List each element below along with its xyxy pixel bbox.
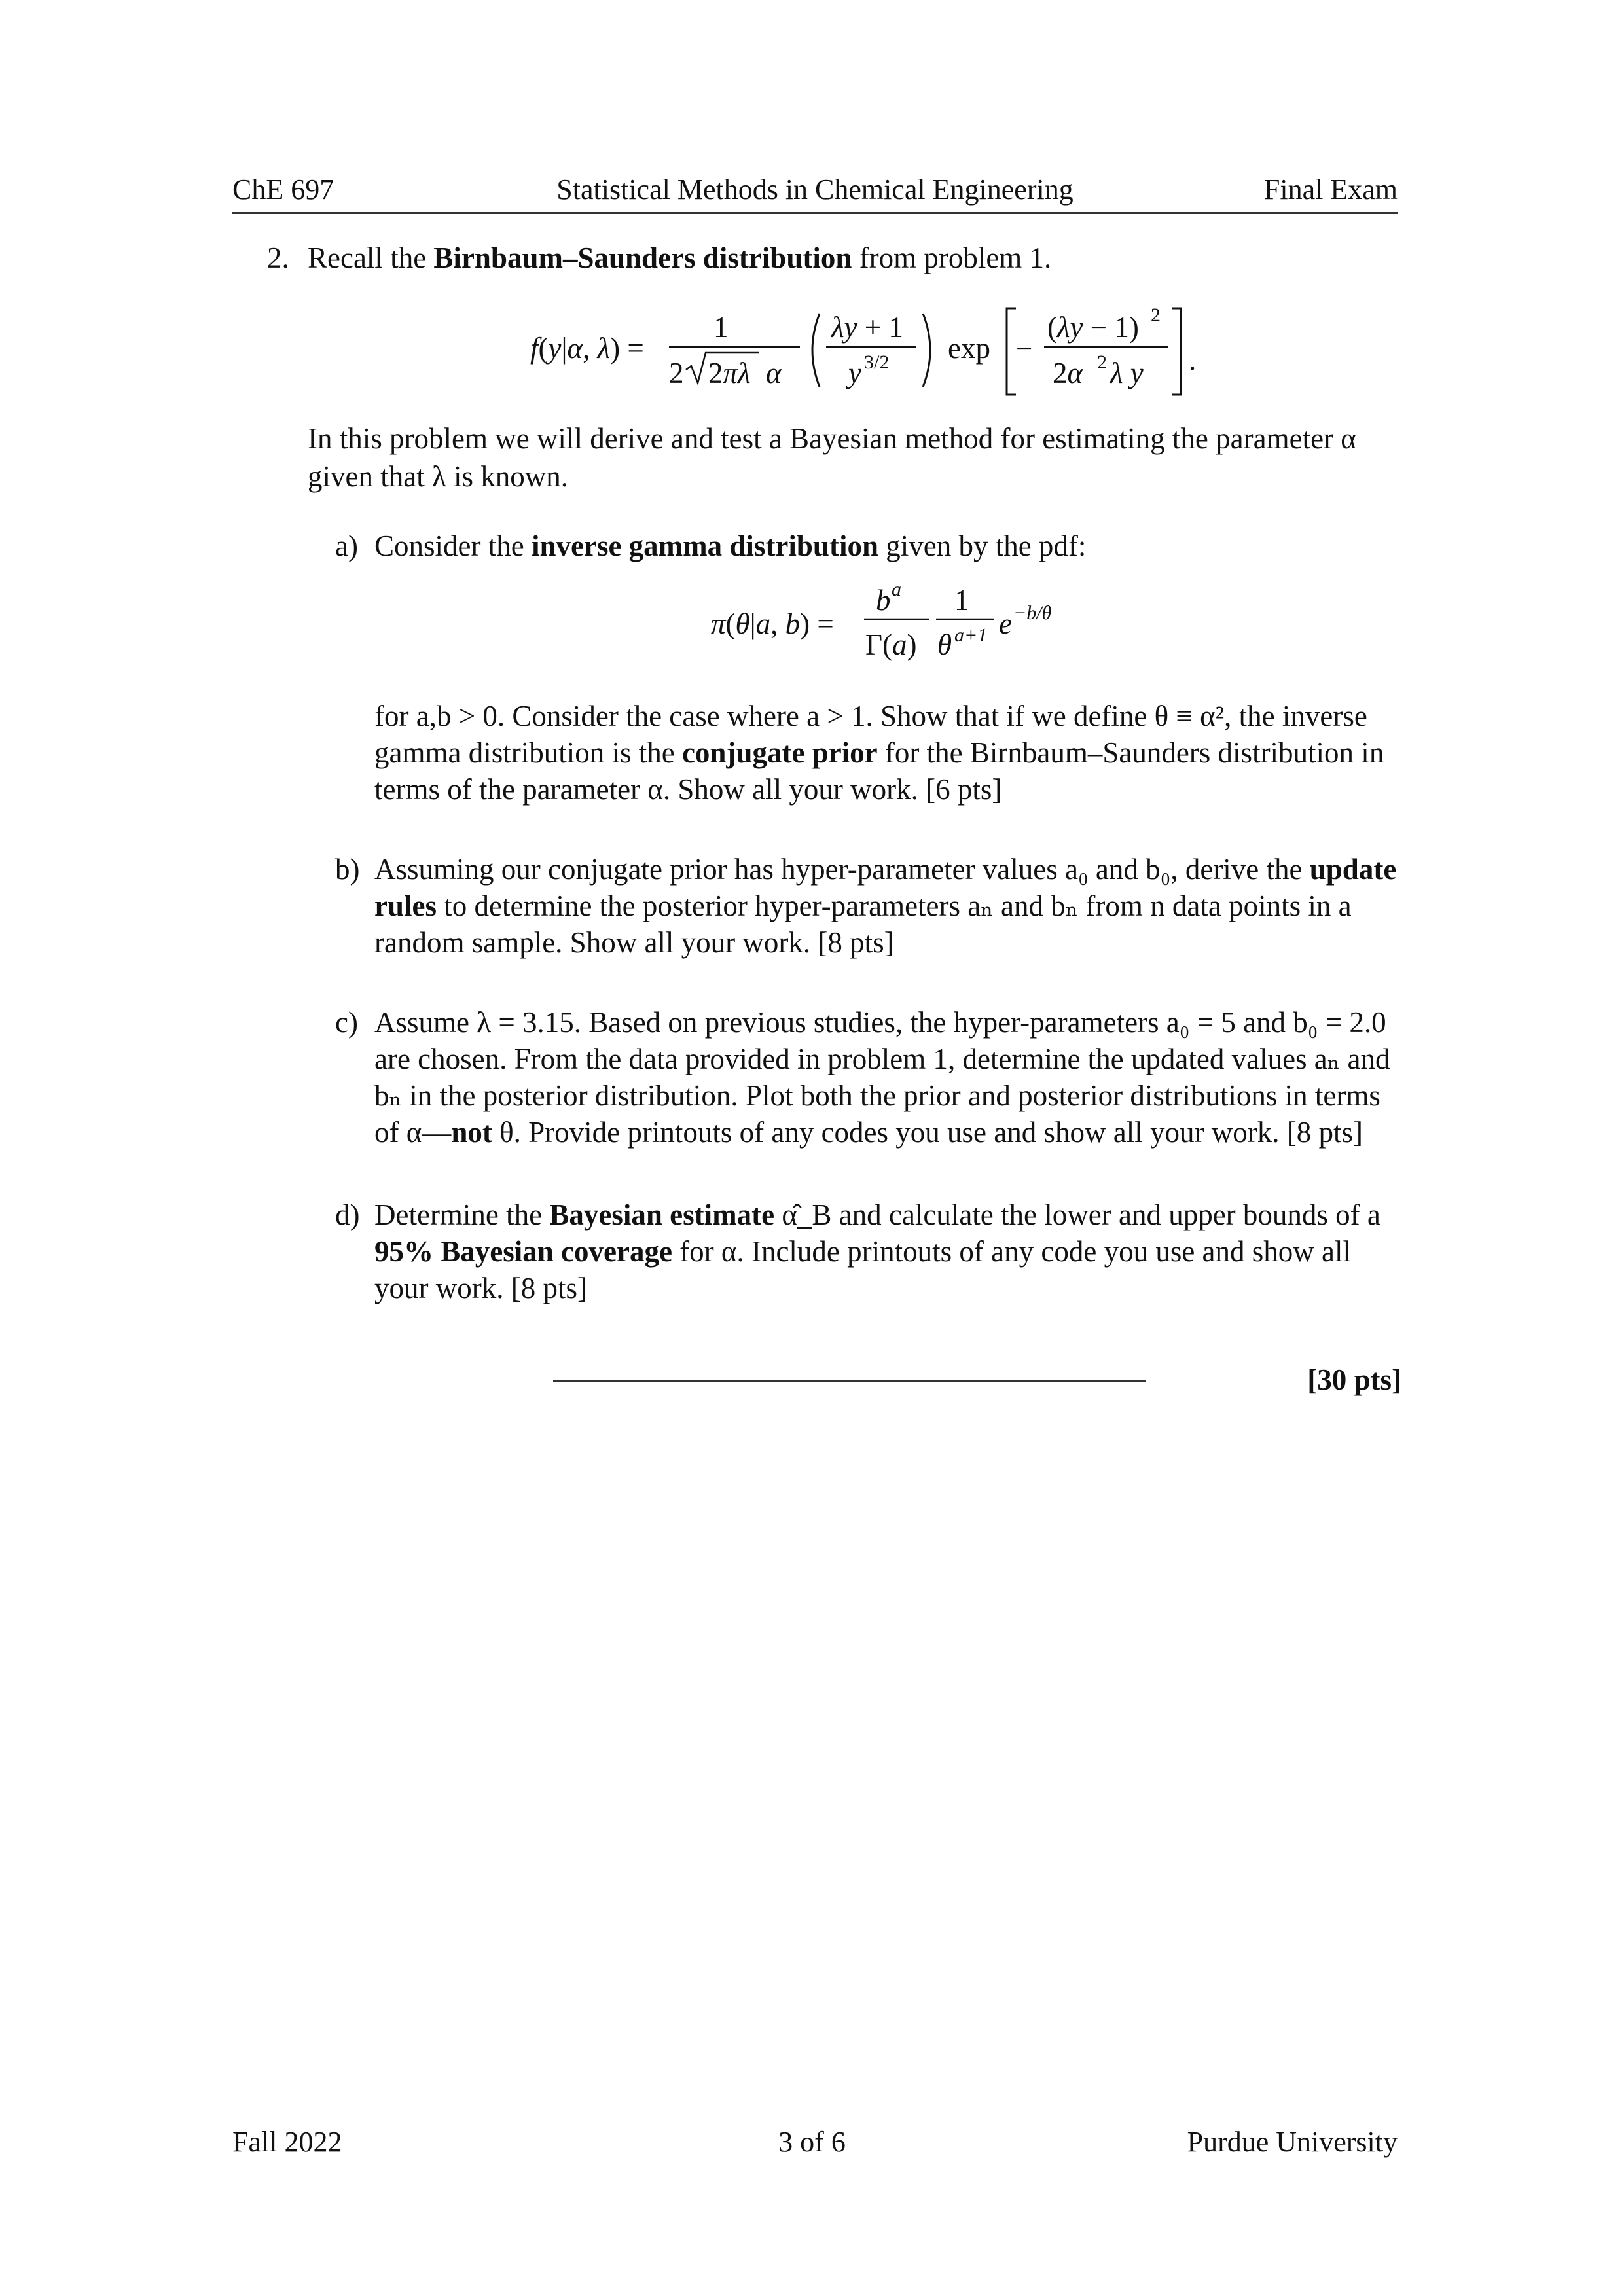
svg-text:θ: θ <box>937 628 952 661</box>
svg-text:3/2: 3/2 <box>864 351 890 373</box>
svg-text:a+1: a+1 <box>954 624 988 646</box>
end-of-problem-rule <box>553 1380 1146 1382</box>
svg-text:exp: exp <box>948 332 990 365</box>
part-d-line-3: your work. [8 pts] <box>374 1272 587 1304</box>
header-exam-name: Final Exam <box>1263 173 1398 206</box>
total-points: [30 pts] <box>1307 1363 1401 1396</box>
part-a-line-1: Consider the inverse gamma distribution given by the pdf: <box>374 529 1087 562</box>
svg-text:e: e <box>999 607 1012 640</box>
part-c-label: c) <box>335 1006 358 1039</box>
svg-text:(λy − 1): (λy − 1) <box>1047 311 1139 344</box>
part-b-line-3: random sample. Show all your work. [8 pts] <box>374 926 894 959</box>
svg-text:2πλ: 2πλ <box>708 357 751 389</box>
svg-text:π(θ|a, b) =: π(θ|a, b) = <box>711 607 834 640</box>
svg-text:−b/θ: −b/θ <box>1013 602 1052 624</box>
part-c-line-2: are chosen. From the data provided in problem 1, determine the updated values aₙ and <box>374 1043 1390 1075</box>
problem-description-line-2: given that λ is known. <box>308 460 569 493</box>
svg-text:1: 1 <box>713 311 729 344</box>
part-a-line-4: terms of the parameter α. Show all your work. [6 pts] <box>374 773 1002 806</box>
problem-description-line-1: In this problem we will derive and test a Bayesian method for estimating the parameter α <box>308 422 1356 455</box>
svg-text:.: . <box>1189 344 1197 376</box>
svg-text:2α: 2α <box>1053 357 1083 389</box>
svg-text:α: α <box>766 357 782 389</box>
footer-term: Fall 2022 <box>232 2126 342 2158</box>
svg-text:2: 2 <box>1097 351 1107 373</box>
svg-text:y: y <box>848 357 861 389</box>
part-b-label: b) <box>335 853 360 886</box>
svg-text:f(y|α, λ) =: f(y|α, λ) = <box>530 332 644 365</box>
part-d-line-2: 95% Bayesian coverage for α. Include printouts of any code you use and show all <box>374 1235 1352 1268</box>
header-course-title: Statistical Methods in Chemical Engineering <box>556 173 1074 206</box>
part-c-line-4: of α—not θ. Provide printouts of any codes you use and show all your work. [8 pts] <box>374 1116 1363 1149</box>
part-b-line-2: rules to determine the posterior hyper-parameters aₙ and bₙ from n data points in a <box>374 889 1352 922</box>
inverse-gamma-equation <box>707 576 1074 674</box>
problem-intro: Recall the Birnbaum–Saunders distribution from problem 1. <box>308 242 1052 274</box>
svg-text:1: 1 <box>954 584 969 617</box>
part-a-line-2: for a,b > 0. Consider the case where a > 1. Show that if we define θ ≡ α², the inverse <box>374 700 1367 732</box>
footer-university: Purdue University <box>1187 2126 1398 2158</box>
footer-page-number: 3 of 6 <box>778 2126 846 2158</box>
svg-text:λ y: λ y <box>1110 357 1144 389</box>
page-header <box>232 171 1398 214</box>
part-c-line-1: Assume λ = 3.15. Based on previous studies, the hyper-parameters a₀ = 5 and b₀ = 2.0 <box>374 1006 1386 1039</box>
svg-text:2: 2 <box>669 357 684 389</box>
part-d-label: d) <box>335 1198 360 1231</box>
svg-text:λy + 1: λy + 1 <box>831 311 903 344</box>
svg-text:b: b <box>876 584 891 617</box>
part-b-line-1: Assuming our conjugate prior has hyper-parameter values a₀ and b₀, derive the update <box>374 853 1397 886</box>
part-a-line-3: gamma distribution is the conjugate prior for the Birnbaum–Saunders distribution in <box>374 736 1384 769</box>
svg-text:a: a <box>892 579 901 600</box>
svg-text:2: 2 <box>1151 304 1161 326</box>
birnbaum-saunders-equation <box>524 298 1257 409</box>
header-course-code: ChE 697 <box>232 173 334 206</box>
part-d-line-1: Determine the Bayesian estimate α̂_B and calculate the lower and upper bounds of a <box>374 1198 1380 1231</box>
part-c-line-3: bₙ in the posterior distribution. Plot both the prior and posterior distributions in terms <box>374 1079 1380 1112</box>
svg-text:−: − <box>1016 332 1033 365</box>
svg-text:Γ(a): Γ(a) <box>865 628 917 661</box>
problem-number: 2. <box>267 242 289 274</box>
part-a-label: a) <box>335 529 358 562</box>
